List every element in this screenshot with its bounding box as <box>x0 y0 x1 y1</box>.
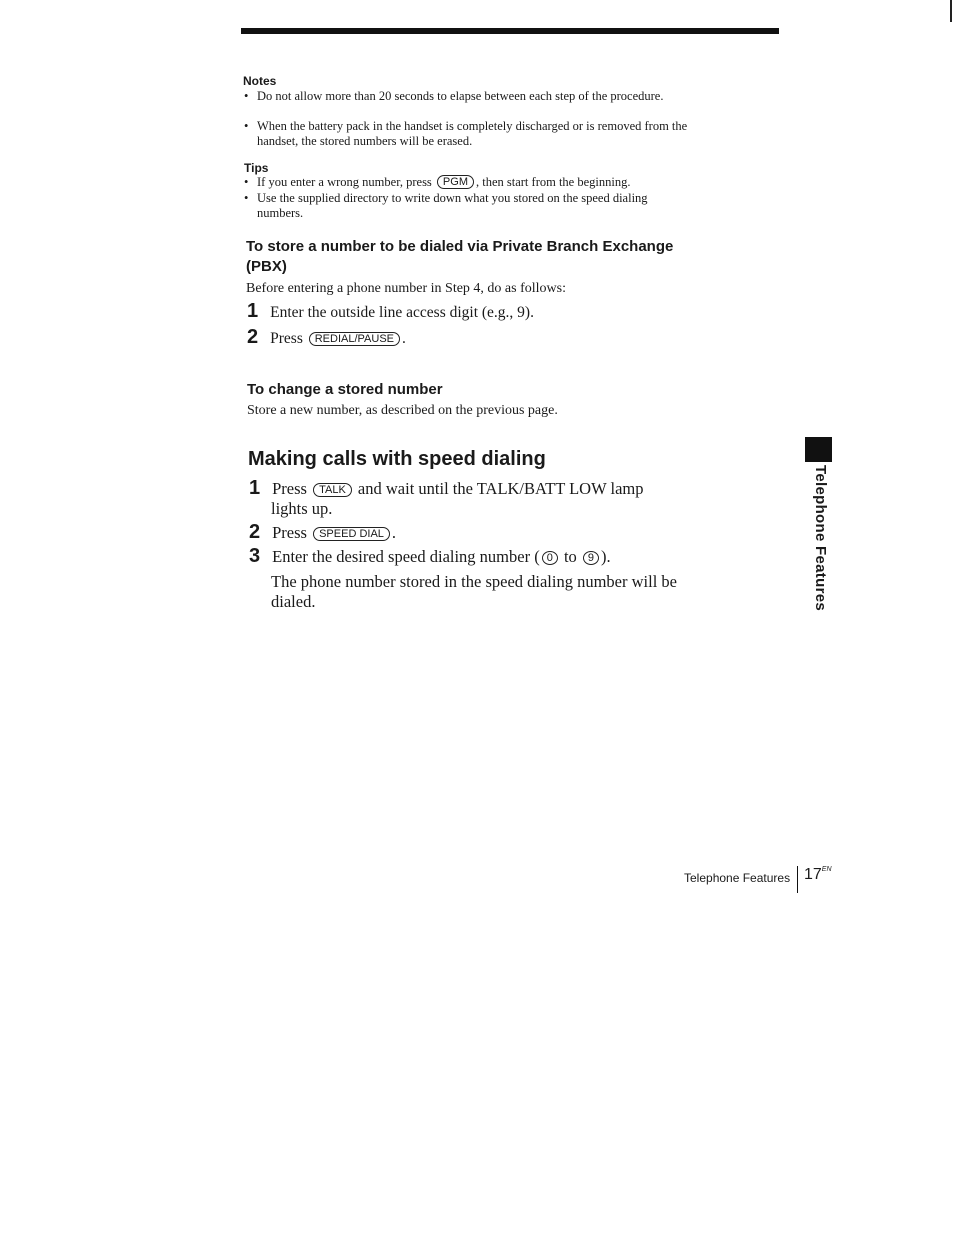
page-number-suffix: EN <box>821 866 832 873</box>
redial-pause-key: REDIAL/PAUSE <box>309 332 400 346</box>
step-number: 1 <box>249 477 261 499</box>
page-number <box>804 866 832 884</box>
footer-section: Telephone Features <box>684 871 791 885</box>
edge-mark <box>950 0 952 22</box>
notes-item <box>244 119 694 149</box>
speed-dial-key: SPEED DIAL <box>313 527 390 541</box>
step-number: 2 <box>249 521 261 543</box>
tips-item-text <box>257 175 630 190</box>
speed-step-1-line2: lights up. <box>271 499 333 518</box>
notes-item-text: Do not allow more than 20 seconds to elapse between each step of the procedure. <box>257 89 664 103</box>
notes-heading: Notes <box>243 74 277 88</box>
tips-text-before: If you enter a wrong number, press <box>257 175 432 189</box>
digit-0-key: 0 <box>542 551 558 565</box>
speed-step-3 <box>249 545 611 568</box>
step-text <box>272 523 396 542</box>
step-number: 3 <box>249 545 261 567</box>
step-text <box>270 330 406 347</box>
step-text-mid: to <box>563 547 577 566</box>
bullet-icon: • <box>244 191 249 205</box>
pbx-step-1 <box>247 300 534 323</box>
notes-item <box>244 89 694 104</box>
step-text-after: . <box>402 330 406 347</box>
step-number: 1 <box>247 300 259 322</box>
pbx-intro: Before entering a phone number in Step 4, do as follows: <box>246 281 566 296</box>
bullet-icon: • <box>244 119 249 133</box>
step-text-before: Press <box>270 330 303 347</box>
pgm-key: PGM <box>437 175 474 189</box>
tips-text-after: , then start from the beginning. <box>475 175 631 189</box>
tips-item <box>244 175 694 190</box>
pbx-step-2 <box>247 326 406 349</box>
step-number: 2 <box>247 326 259 348</box>
pbx-heading: To store a number to be dialed via Private Branch Exchange (PBX) <box>246 238 674 275</box>
tips-heading: Tips <box>244 161 269 175</box>
speed-heading: Making calls with speed dialing <box>248 448 546 470</box>
step-text-before: Press <box>272 479 307 498</box>
tips-item <box>244 191 694 221</box>
footer-divider <box>797 866 798 893</box>
notes-item-text: When the battery pack in the handset is completely discharged or is removed from the handset, the stored numbers will be erased. <box>257 119 688 148</box>
step-text-after: ). <box>601 547 611 566</box>
speed-step-1 <box>249 477 689 500</box>
talk-key: TALK <box>313 483 352 497</box>
digit-9-key: 9 <box>583 551 599 565</box>
step-text-after: . <box>391 523 397 542</box>
speed-step-2 <box>249 521 396 544</box>
change-text: Store a new number, as described on the previous page. <box>247 403 558 418</box>
step-text <box>272 547 611 566</box>
side-tab-label: Telephone Features <box>812 465 829 611</box>
step-text: Enter the outside line access digit (e.g., 9). <box>270 304 534 321</box>
step-text <box>272 479 643 498</box>
step-text-after: and wait until the TALK/BATT LOW lamp <box>357 479 644 498</box>
speed-result: The phone number stored in the speed dialing number will be dialed. <box>271 572 677 611</box>
change-heading: To change a stored number <box>247 381 443 398</box>
step-text-before: Enter the desired speed dialing number ( <box>272 547 540 566</box>
bullet-icon: • <box>244 89 249 103</box>
bullet-icon: • <box>244 175 249 189</box>
tips-item-text: Use the supplied directory to write down what you stored on the speed dialing numbers. <box>257 191 648 220</box>
side-tab-marker <box>805 437 832 462</box>
top-rule <box>241 28 779 34</box>
step-text-before: Press <box>272 523 307 542</box>
page-number-value: 17 <box>804 866 822 883</box>
